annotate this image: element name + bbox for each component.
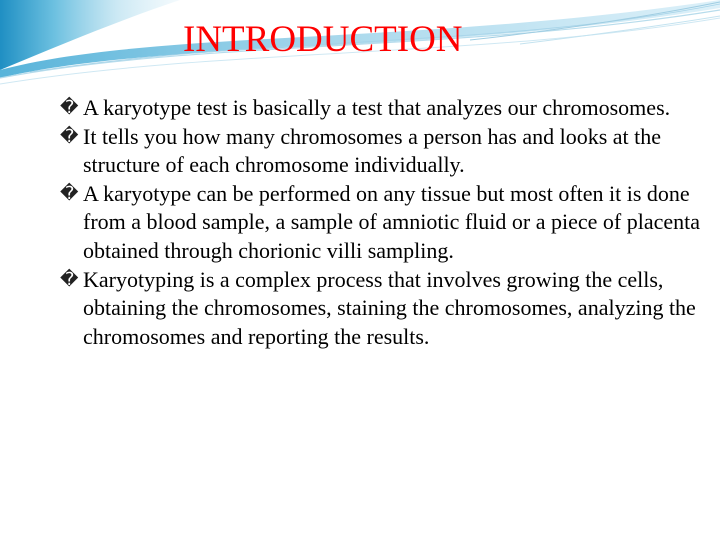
unsupported-glyph-icon: �: [60, 97, 79, 118]
bullet-item: [60, 266, 710, 352]
unsupported-glyph-icon: �: [60, 125, 79, 147]
unsupported-glyph-icon: �: [60, 268, 79, 290]
bullet-text: Karyotyping is a complex process that involves growing the cells, obtaining the chromosomes, staining the chromosomes, analyzing the chromosomes and reporting the results.: [83, 266, 696, 349]
bullet-text: A karyotype test is basically a test that analyzes our chromosomes.: [83, 95, 671, 120]
bullet-item: [60, 180, 710, 266]
bullet-item: [60, 123, 710, 180]
bullet-text: A karyotype can be performed on any tissue but most often it is done from a blood sample, a sample of amniotic fluid or a piece of placenta obtained through chorionic villi sampling.: [83, 180, 700, 263]
unsupported-glyph-icon: �: [60, 182, 79, 204]
bullet-list: [60, 94, 710, 351]
bullet-text: It tells you how many chromosomes a person has and looks at the structure of each chromosome individually.: [83, 123, 662, 178]
bullet-item: [60, 94, 710, 123]
slide-title: INTRODUCTION: [183, 19, 463, 60]
